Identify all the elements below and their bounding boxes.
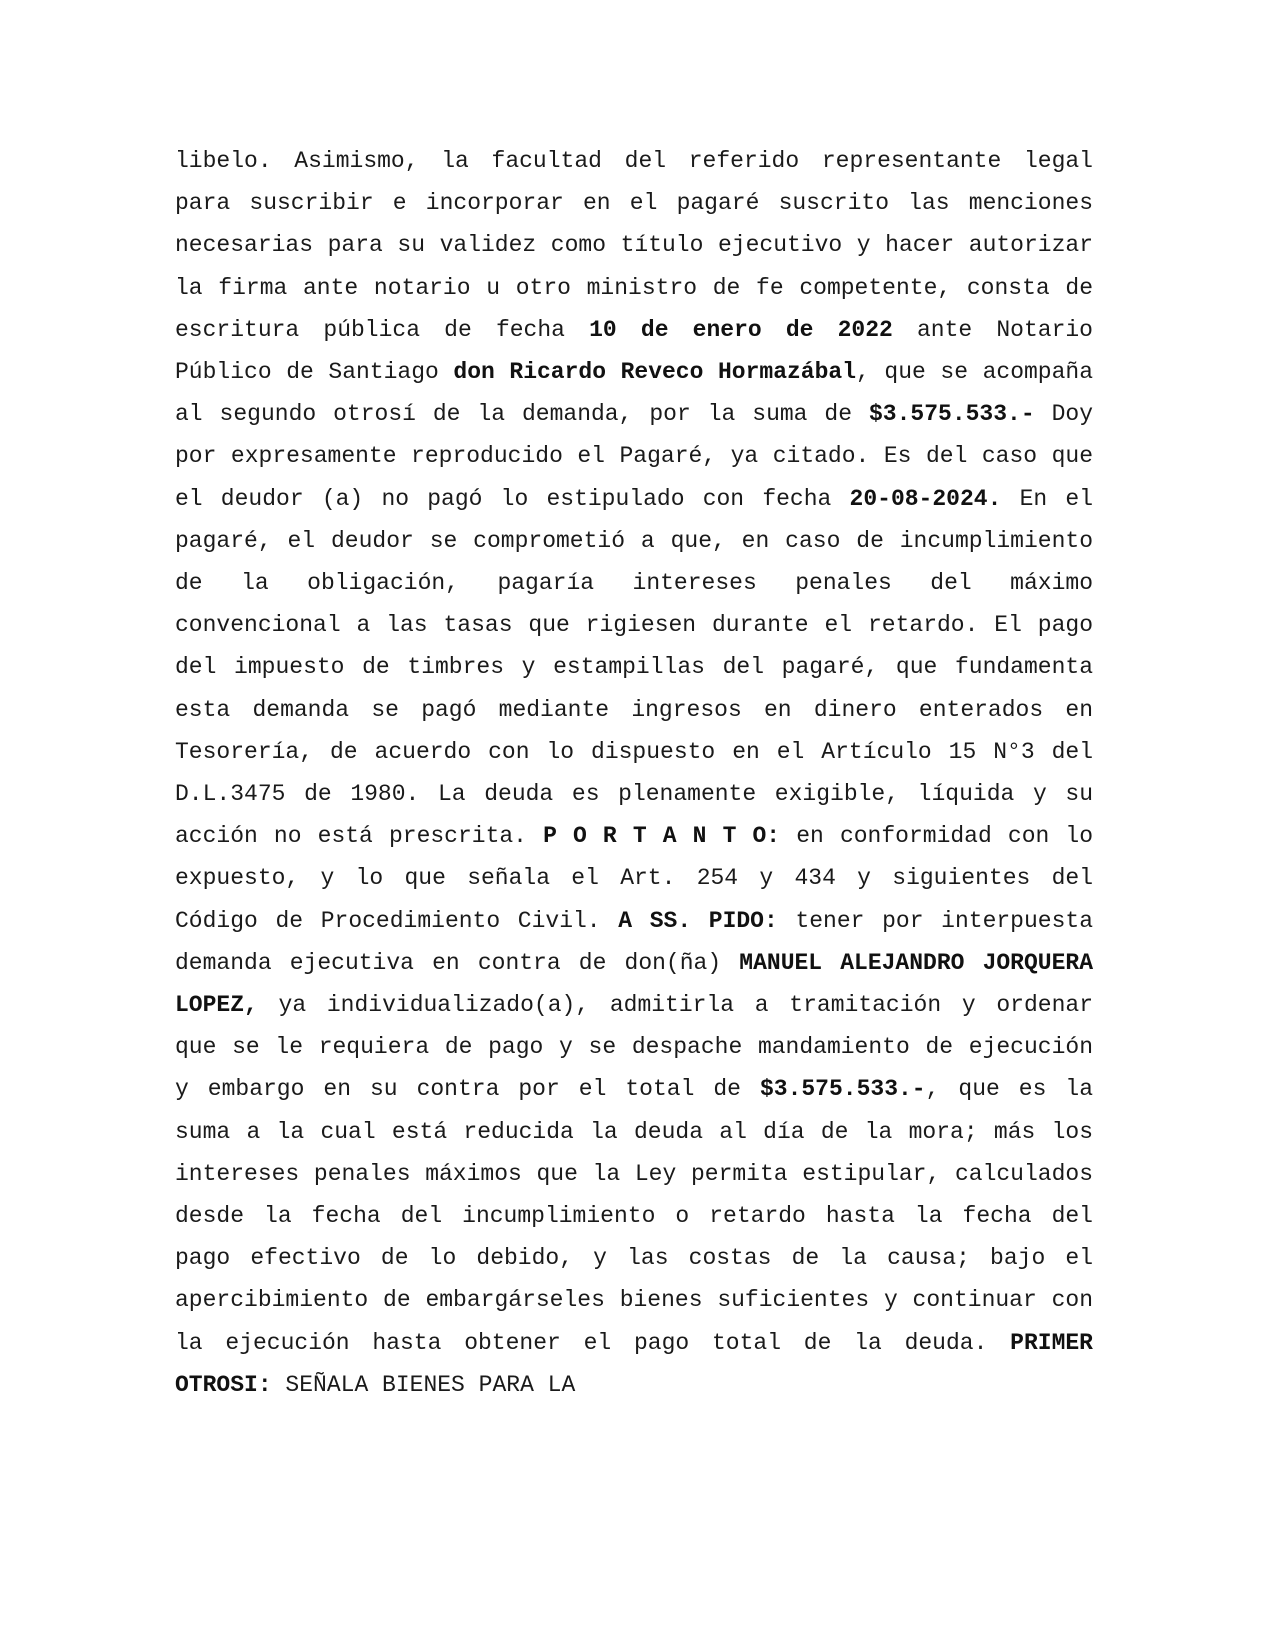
text-segment-bold: 10 de enero de 2022 — [589, 316, 893, 343]
text-segment-bold: PRIMER OTROSI: — [175, 1329, 1093, 1398]
text-segment: , que es la suma a la cual está reducida la deuda al día de la mora; más los intereses penales máximos que la Ley permita estipular, calculados desde la fecha del incumplimiento o retardo hasta la fecha del pago efectivo de lo debido, y las costas de la causa; bajo el apercibimiento de embargárseles bienes suficientes y continuar con la ejecución hasta obtener el pago total de la deuda. — [175, 1076, 1093, 1356]
text-segment-bold: $3.575.533.- — [869, 401, 1035, 428]
text-segment: ya individualizado(a), admitirla a tramitación y ordenar que se le requiera de pago y se despache mandamiento de ejecución y embargo en su contra por el total de — [175, 992, 1093, 1103]
text-segment: Doy por expresamente reproducido el Pagaré, ya citado. Es del caso que el deudor (a) no pagó lo estipulado con fecha — [175, 401, 1093, 512]
body-paragraph — [175, 140, 1093, 1406]
text-segment: en conformidad con lo expuesto, y lo que señala el Art. 254 y 434 y siguientes del Código de Procedimiento Civil. — [175, 823, 1094, 934]
text-segment: ante Notario Público de Santiago — [175, 316, 1093, 386]
text-segment: SEÑALA BIENES PARA LA — [271, 1371, 576, 1398]
text-segment: , que se acompaña al segundo otrosí de la demanda, por la suma de — [175, 359, 1094, 428]
text-segment-bold: 20-08-2024. — [849, 485, 1002, 512]
text-segment-bold: MANUEL ALEJANDRO JORQUERA LOPEZ, — [175, 949, 1093, 1019]
text-segment: tener por interpuesta demanda ejecutiva en contra de don(ña) — [175, 907, 1093, 976]
text-segment: libelo. Asimismo, la facultad del referido representante legal para suscribir e incorporar en el pagaré suscrito las menciones necesarias para su validez como título ejecutivo y hacer autorizar la firma ante notario u otro ministro de fe competente, consta de escritura pública de fecha — [175, 148, 1093, 343]
text-segment: En el pagaré, el deudor se comprometió a que, en caso de incumplimiento de la obligación, pagaría intereses penales del máximo convencional a las tasas que rigiesen durante el retardo. El pago del impuesto de timbres y estampillas del pagaré, que fundamenta esta demanda se pagó mediante ingresos en dinero enterados en Tesorería, de acuerdo con lo dispuesto en el Artículo 15 N°3 del D.L.3475 de 1980. La deuda es plenamente exigible, líquida y su acción no está prescrita. — [175, 485, 1093, 850]
text-segment-bold: don Ricardo Reveco Hormazábal — [453, 359, 857, 386]
text-segment-bold: $3.575.533.- — [759, 1076, 926, 1103]
text-segment-bold: A SS. PIDO: — [618, 907, 778, 934]
text-segment-bold: P O R T A N T O: — [543, 823, 781, 850]
